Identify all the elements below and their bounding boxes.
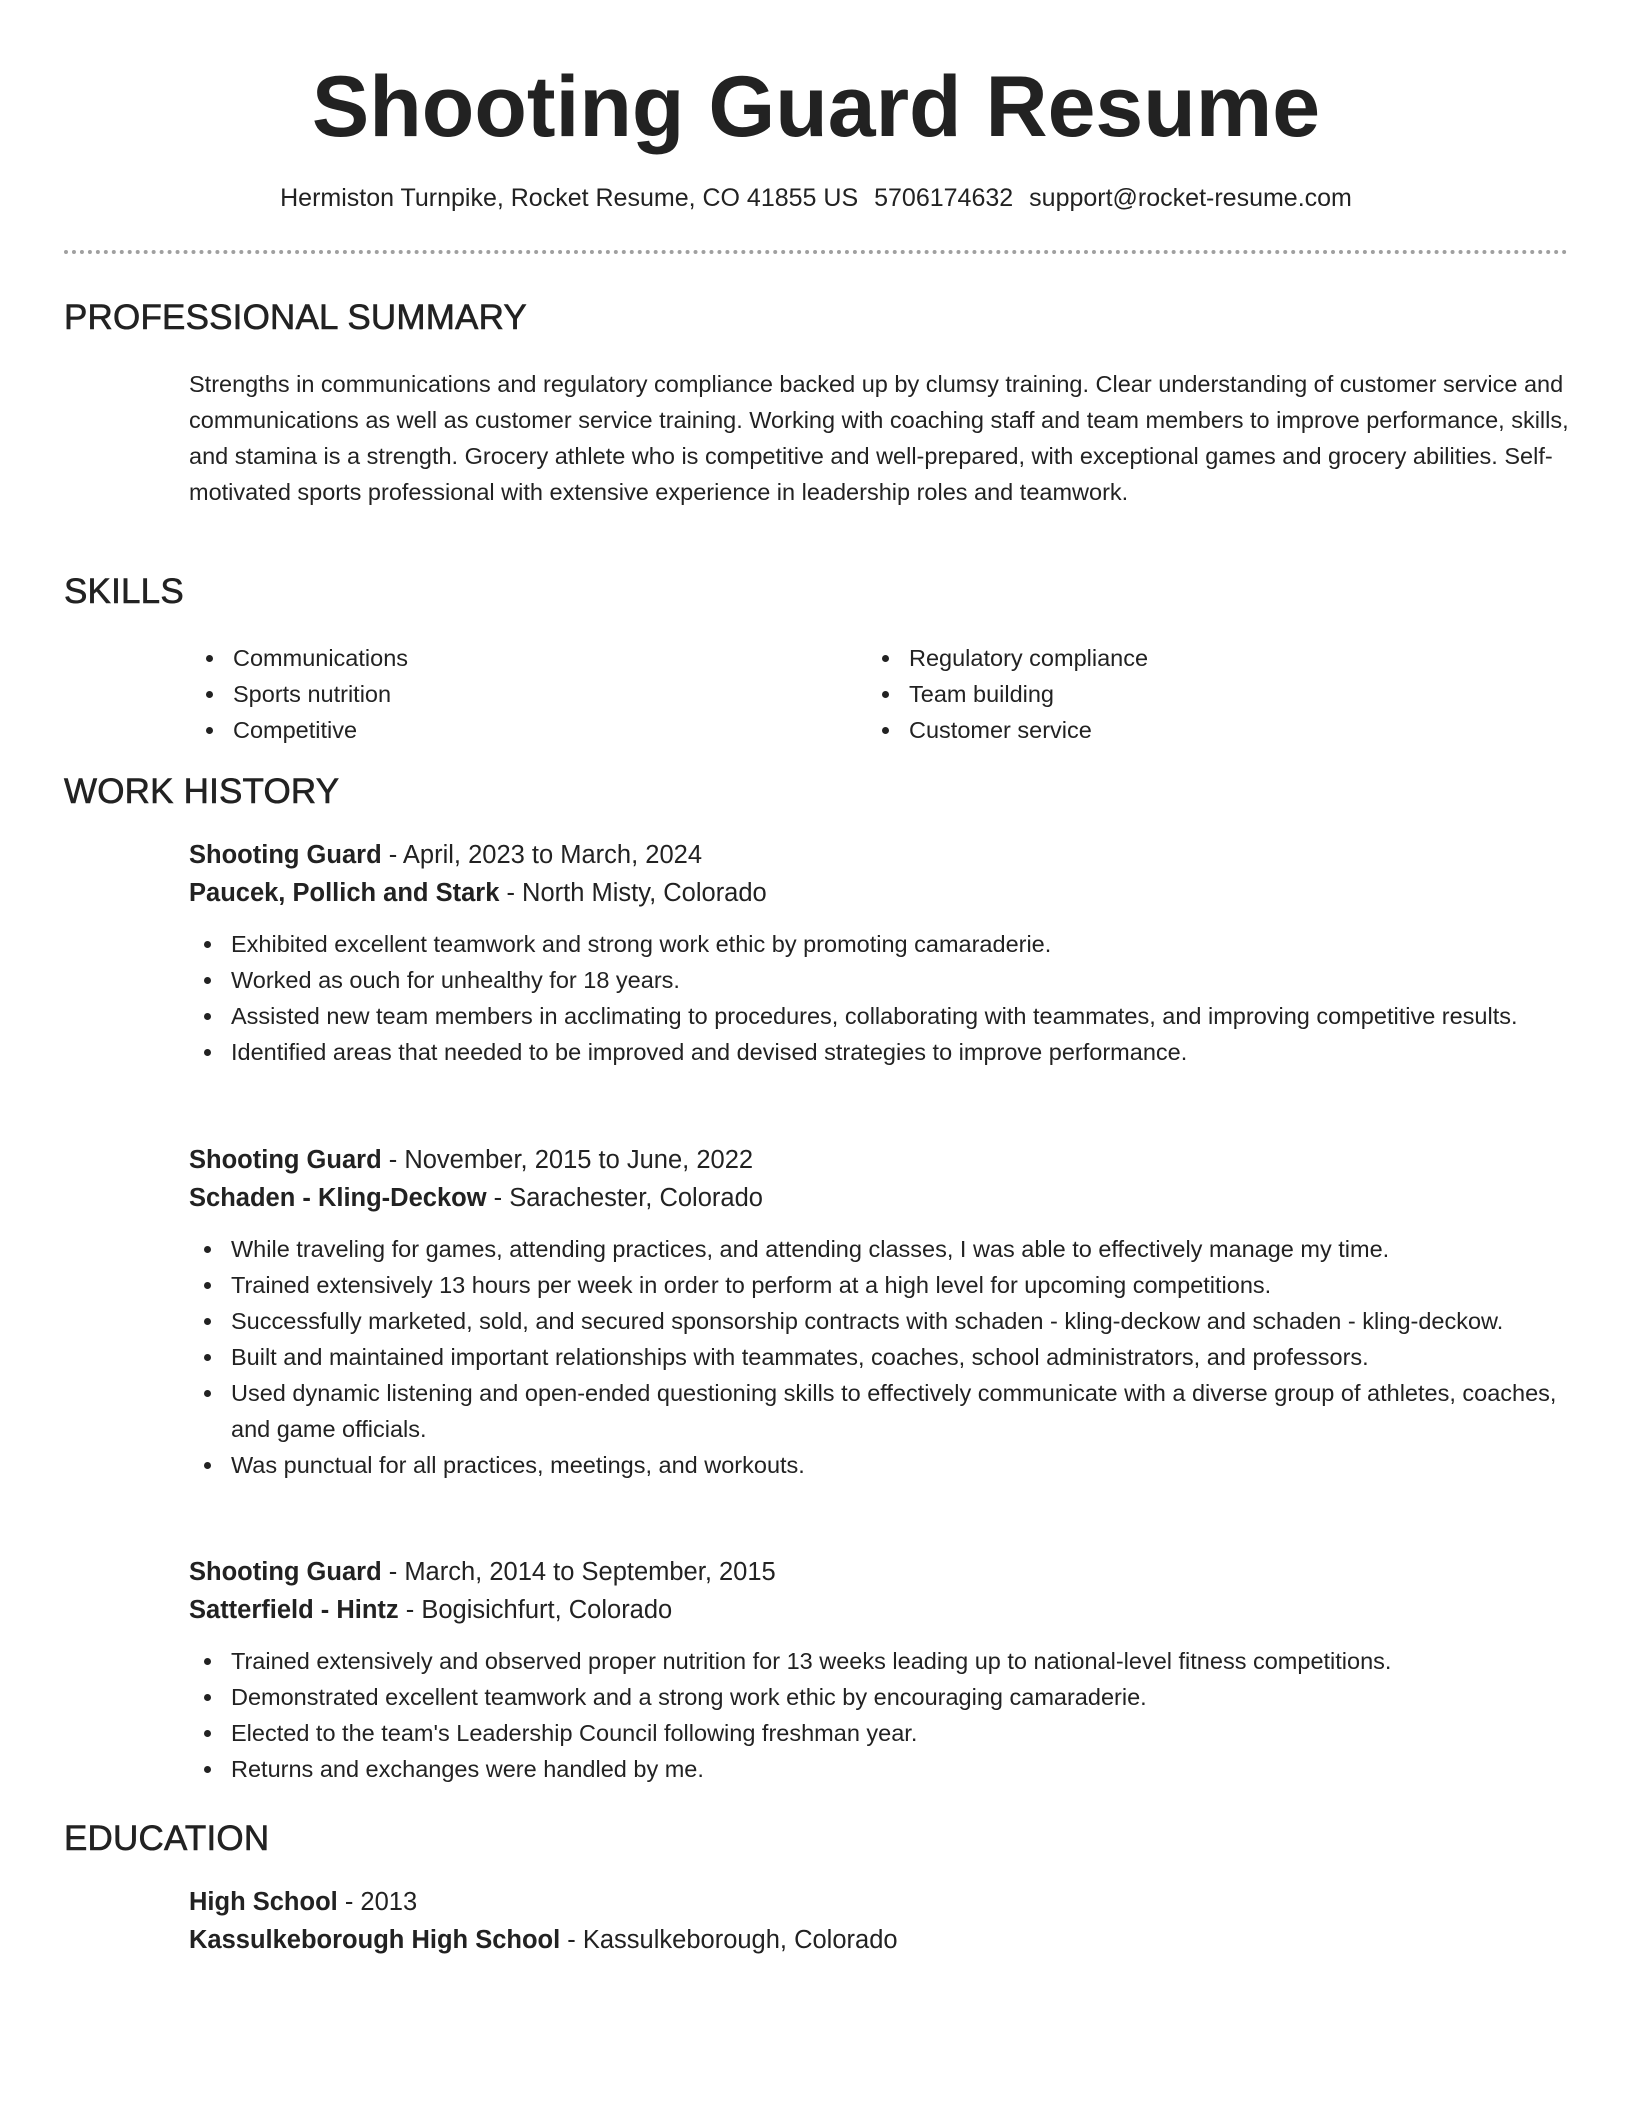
job-company-line: [189, 1179, 1569, 1217]
job-title-line: [189, 836, 1569, 874]
resume-title: Shooting Guard Resume: [311, 59, 1321, 155]
skill-item: Communications: [189, 640, 829, 676]
job-title: Shooting Guard: [189, 1558, 382, 1586]
education-location: - Kassulkeborough, Colorado: [560, 1926, 898, 1954]
job-bullet: Trained extensively and observed proper nutrition for 13 weeks leading up to national-level fitness competitions.: [187, 1643, 1569, 1679]
job-title: Shooting Guard: [189, 1146, 382, 1174]
skills-list-left: [189, 640, 829, 748]
skill-item: Customer service: [865, 712, 1505, 748]
education-school-line: [189, 1921, 1569, 1959]
job-location: - Bogisichfurt, Colorado: [398, 1596, 673, 1624]
job-bullet: Built and maintained important relationships with teammates, coaches, school administrators, and professors.: [187, 1339, 1569, 1375]
education-year: - 2013: [337, 1888, 418, 1916]
job-dates: - November, 2015 to June, 2022: [381, 1146, 754, 1174]
job-bullet: Trained extensively 13 hours per week in order to perform at a high level for upcoming competitions.: [187, 1267, 1569, 1303]
job-dates: - March, 2014 to September, 2015: [381, 1558, 776, 1586]
job-bullet: Exhibited excellent teamwork and strong work ethic by promoting camaraderie.: [187, 926, 1569, 962]
job-dates: - April, 2023 to March, 2024: [381, 841, 702, 869]
job-company: Paucek, Pollich and Stark: [189, 879, 500, 907]
job-bullets: [187, 1231, 1569, 1483]
job-company: Satterfield - Hintz: [189, 1596, 399, 1624]
job-bullet: Successfully marketed, sold, and secured sponsorship contracts with schaden - kling-deckow and schaden - kling-deckow.: [187, 1303, 1569, 1339]
header-divider: [64, 250, 1568, 254]
skills-list-right: [865, 640, 1505, 748]
education-entry: [189, 1883, 1569, 1959]
job-bullet: Demonstrated excellent teamwork and a strong work ethic by encouraging camaraderie.: [187, 1679, 1569, 1715]
job-bullet: While traveling for games, attending practices, and attending classes, I was able to effectively manage my time.: [187, 1231, 1569, 1267]
education-heading: EDUCATION: [64, 1819, 270, 1858]
job-entry: [189, 1553, 1569, 1787]
job-title-line: [189, 1553, 1569, 1591]
contact-email: support@rocket-resume.com: [1029, 184, 1352, 212]
skills-heading: SKILLS: [64, 572, 184, 611]
work-heading: WORK HISTORY: [64, 772, 340, 811]
job-bullet: Used dynamic listening and open-ended questioning skills to effectively communicate with a diverse group of athletes, coaches, and game officials.: [187, 1375, 1569, 1447]
job-title-line: [189, 1141, 1569, 1179]
job-bullet: Assisted new team members in acclimating to procedures, collaborating with teammates, and improving competitive results.: [187, 998, 1569, 1034]
job-location: - Sarachester, Colorado: [486, 1184, 763, 1212]
skill-item: Team building: [865, 676, 1505, 712]
skill-item: Regulatory compliance: [865, 640, 1505, 676]
contact-info: [0, 178, 1632, 218]
job-company-line: [189, 1591, 1569, 1629]
job-entry: [189, 836, 1569, 1070]
contact-address: Hermiston Turnpike, Rocket Resume, CO 41855 US: [280, 184, 859, 212]
job-bullet: Returns and exchanges were handled by me.: [187, 1751, 1569, 1787]
education-school: Kassulkeborough High School: [189, 1926, 561, 1954]
job-bullets: [187, 926, 1569, 1070]
job-bullet: Was punctual for all practices, meetings, and workouts.: [187, 1447, 1569, 1483]
summary-heading: PROFESSIONAL SUMMARY: [64, 298, 527, 337]
job-entry: [189, 1141, 1569, 1483]
job-bullets: [187, 1643, 1569, 1787]
contact-phone: 5706174632: [874, 184, 1014, 212]
skill-item: Sports nutrition: [189, 676, 829, 712]
skill-item: Competitive: [189, 712, 829, 748]
job-company: Schaden - Kling-Deckow: [189, 1184, 487, 1212]
job-bullet: Worked as ouch for unhealthy for 18 years.: [187, 962, 1569, 998]
job-bullet: Identified areas that needed to be improved and devised strategies to improve performance.: [187, 1034, 1569, 1070]
job-location: - North Misty, Colorado: [499, 879, 767, 907]
job-title: Shooting Guard: [189, 841, 382, 869]
summary-text: Strengths in communications and regulatory compliance backed up by clumsy training. Clear understanding of customer service and communications as well as customer service training. Working with coaching staff and team members to improve performance, skills, and stamina is a strength. Grocery athlete who is competitive and well-prepared, with exceptional games and grocery abilities. Self-motivated sports professional with extensive experience in leadership roles and teamwork.: [189, 371, 1569, 505]
job-bullet: Elected to the team's Leadership Council following freshman year.: [187, 1715, 1569, 1751]
education-degree: High School: [189, 1888, 338, 1916]
job-company-line: [189, 874, 1569, 912]
education-degree-line: [189, 1883, 1569, 1921]
